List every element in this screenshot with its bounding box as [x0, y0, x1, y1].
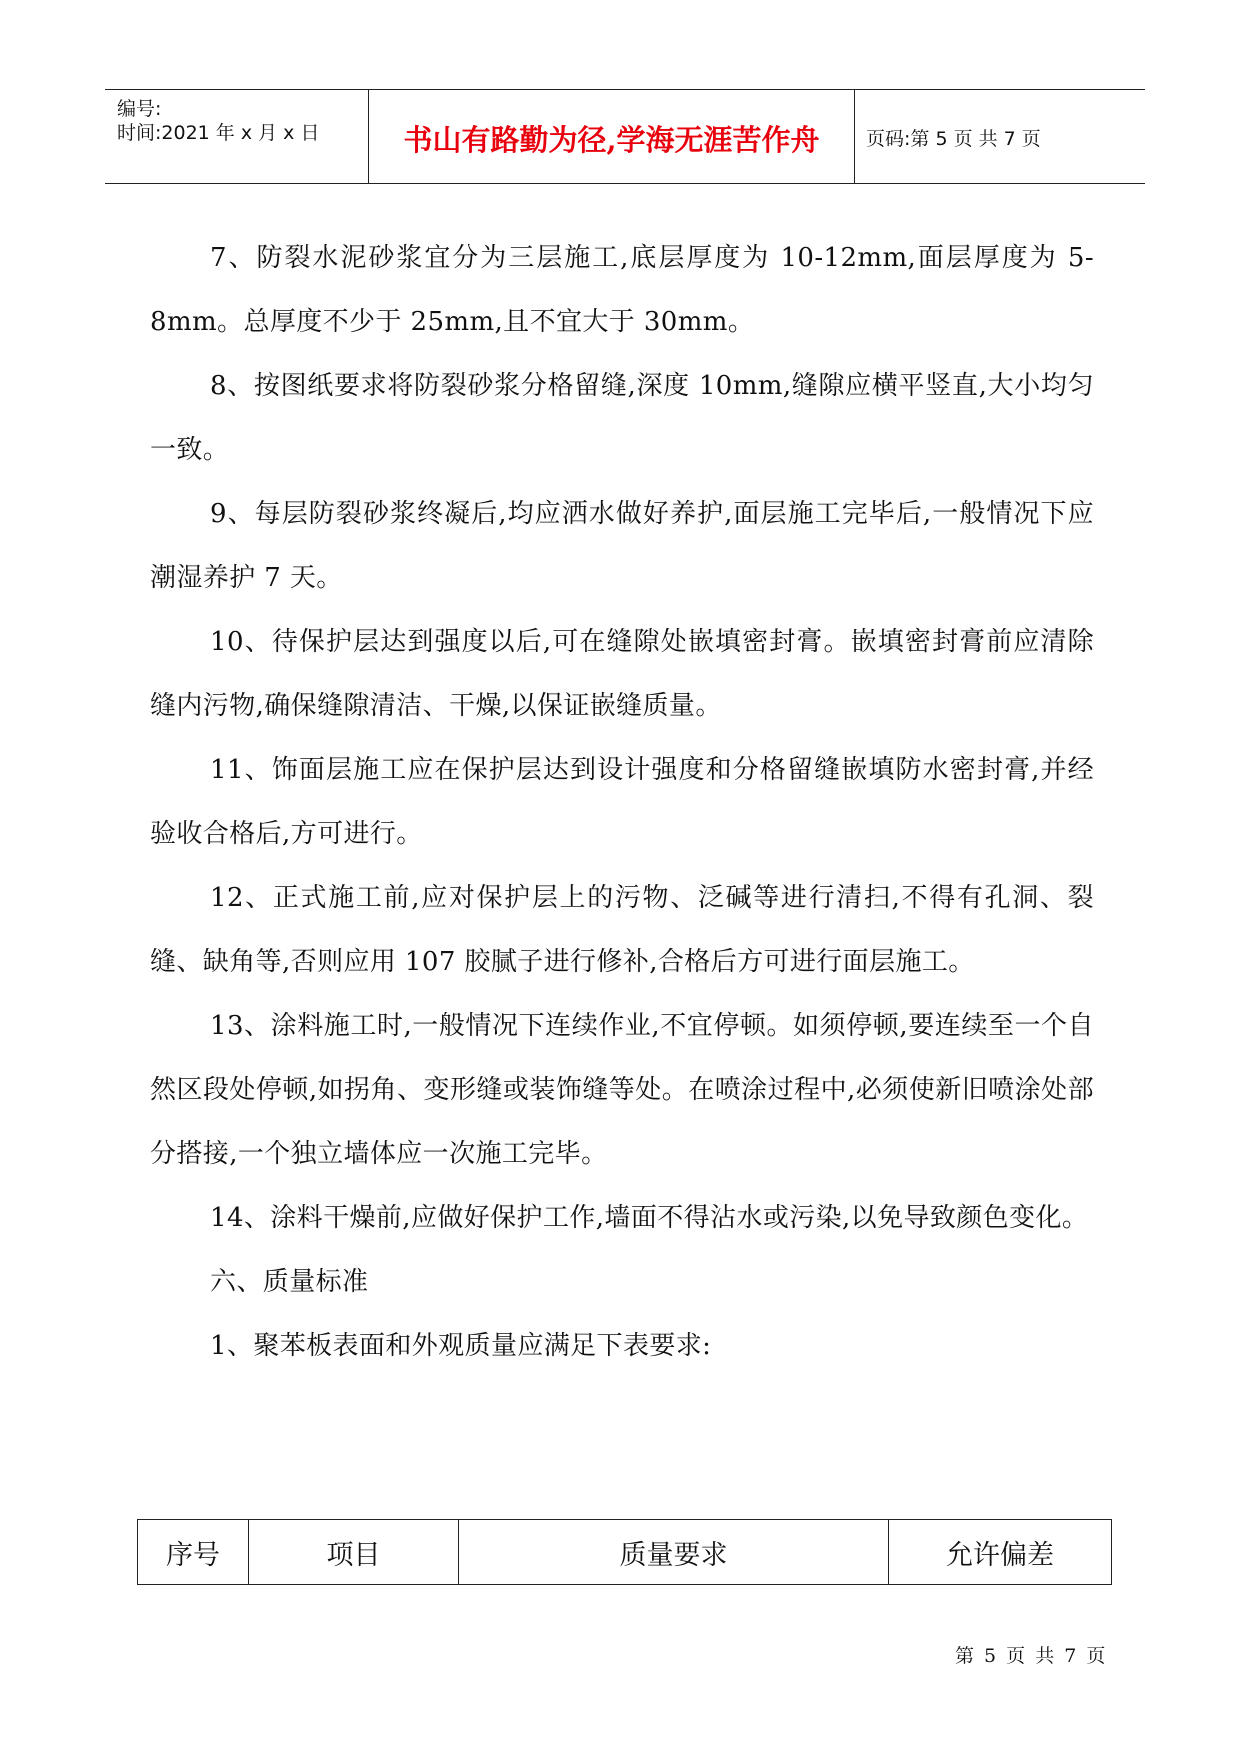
quality-table [137, 1519, 1112, 1585]
paragraph: 8、按图纸要求将防裂砂浆分格留缝,深度 10mm,缝隙应横平竖直,大小均匀一致。 [150, 371, 1094, 465]
page-footer: 第 5 页 共 7 页 [955, 1645, 1106, 1667]
paragraph: 7、防裂水泥砂浆宜分为三层施工,底层厚度为 10-12mm,面层厚度为 5-8mm。总厚度不少于 25mm,且不宜大于 30mm。 [150, 243, 1094, 337]
table-header-cell: 允许偏差 [889, 1520, 1112, 1585]
paragraph: 1、聚苯板表面和外观质量应满足下表要求: [210, 1331, 712, 1361]
paragraph: 9、每层防裂砂浆终凝后,均应洒水做好养护,面层施工完毕后,一般情况下应潮湿养护 7 天。 [150, 499, 1094, 593]
paragraph: 10、待保护层达到强度以后,可在缝隙处嵌填密封膏。嵌填密封膏前应清除缝内污物,确保缝隙清洁、干燥,以保证嵌缝质量。 [150, 627, 1094, 721]
table-header-row [138, 1520, 1112, 1585]
header-page-number: 页码:第 5 页 共 7 页 [866, 128, 1041, 150]
paragraph: 13、涂料施工时,一般情况下连续作业,不宜停顿。如须停顿,要连续至一个自然区段处停顿,如拐角、变形缝或装饰缝等处。在喷涂过程中,必须使新旧喷涂处部分搭接,一个独立墙体应一次施工完毕。 [150, 1011, 1094, 1169]
table-header-cell: 项目 [249, 1520, 459, 1585]
paragraph: 12、正式施工前,应对保护层上的污物、泛碱等进行清扫,不得有孔洞、裂缝、缺角等,否则应用 107 胶腻子进行修补,合格后方可进行面层施工。 [150, 883, 1094, 977]
section-heading: 六、质量标准 [210, 1267, 369, 1297]
header-left-cell [105, 90, 369, 183]
paragraph: 11、饰面层施工应在保护层达到设计强度和分格留缝嵌填防水密封膏,并经验收合格后,方可进行。 [150, 755, 1094, 849]
document-time-label: 时间:2021 年 x 月 x 日 [117, 122, 320, 144]
page-header [105, 89, 1145, 184]
table-header-cell: 质量要求 [459, 1520, 889, 1585]
paragraph: 14、涂料干燥前,应做好保护工作,墙面不得沾水或污染,以免导致颜色变化。 [210, 1203, 1089, 1233]
document-body [150, 226, 1094, 1378]
header-motto: 书山有路勤为径,学海无涯苦作舟 [403, 123, 820, 157]
document-number-label: 编号: [117, 98, 162, 120]
header-right-cell [855, 90, 1145, 183]
table-header-cell: 序号 [138, 1520, 249, 1585]
header-center-cell [369, 90, 855, 183]
